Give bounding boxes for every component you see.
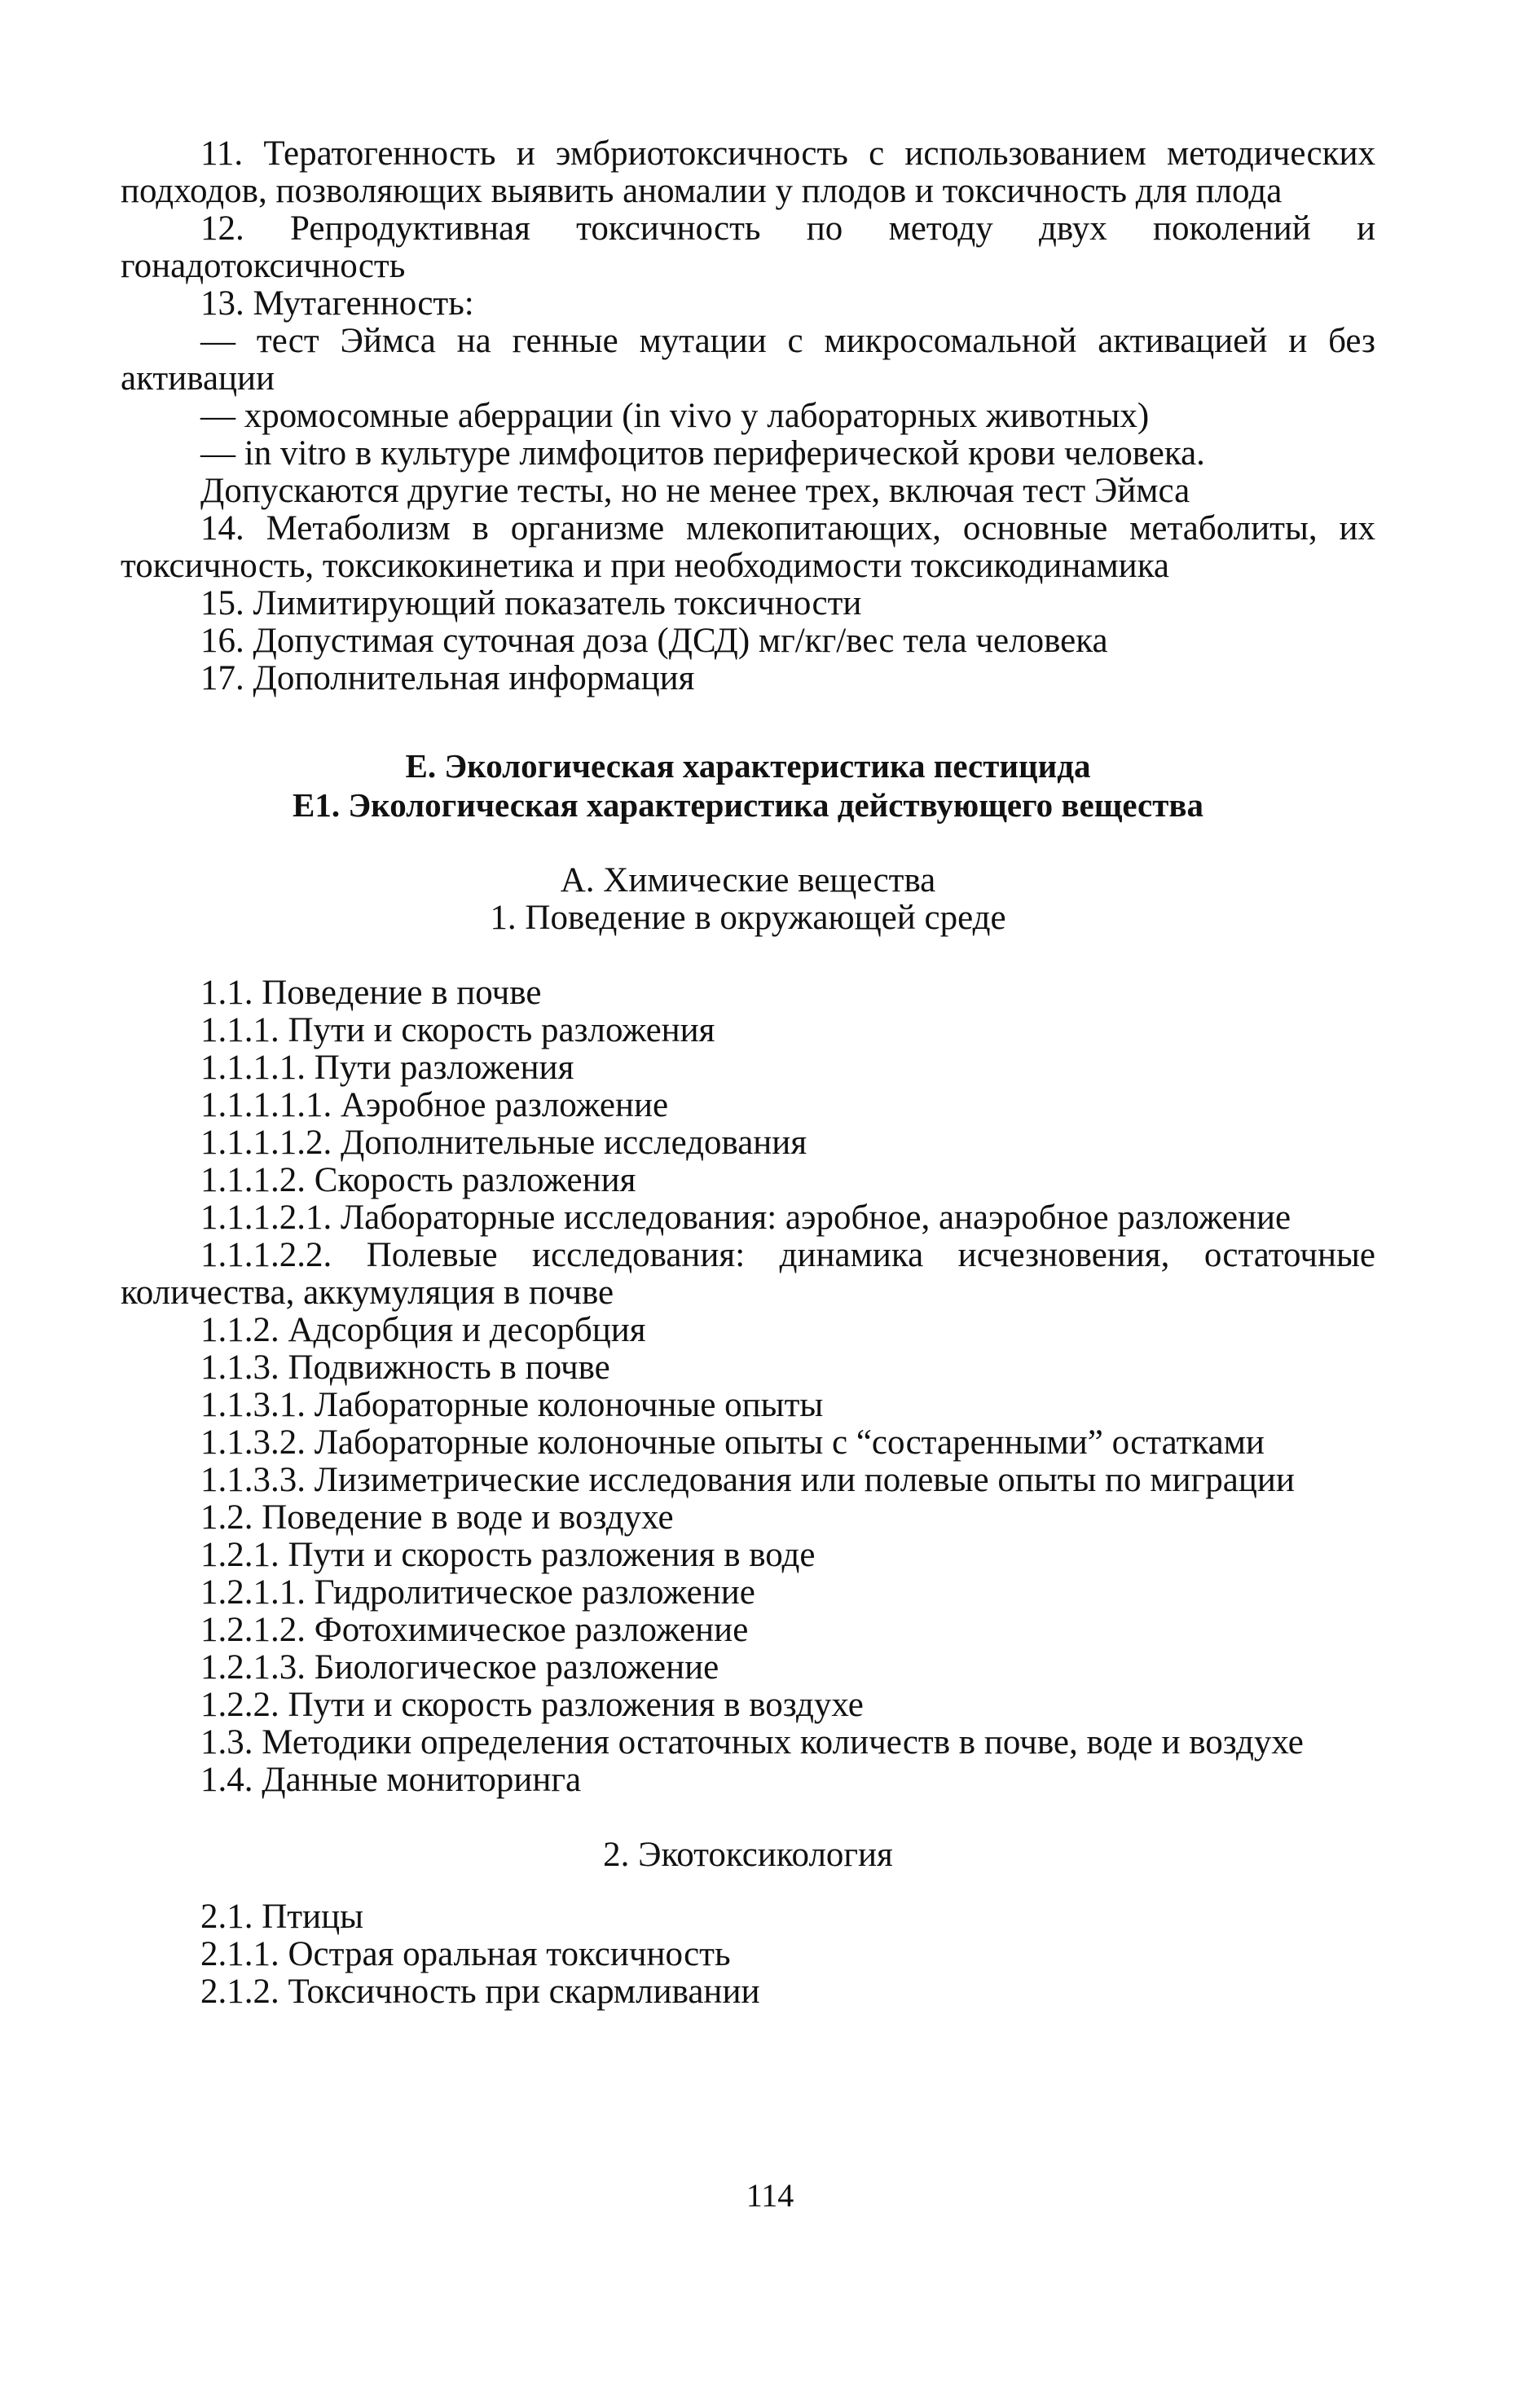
list-item: 1.1.1.2. Скорость разложения (200, 1161, 636, 1199)
list-item: 1.2.1.1. Гидролитическое разложение (200, 1573, 755, 1612)
list-item: 1.2.1. Пути и скорость разложения в воде (200, 1536, 816, 1574)
list-item: 1.1.2. Адсорбция и десорбция (200, 1311, 646, 1349)
list-item: 1.4. Данные мониторинга (200, 1761, 582, 1799)
document-page (121, 135, 1375, 2011)
paragraph: 13. Мутагенность: (200, 284, 474, 323)
heading-e: Е. Экологическая характеристика пестицида (405, 747, 1091, 785)
list-item: 1.1.1.2.1. Лабораторные исследования: аэробное, анаэробное разложение (200, 1199, 1291, 1237)
list-item: 1.1.1.1. Пути разложения (200, 1049, 574, 1087)
list-item: 1.1.3. Подвижность в почве (200, 1348, 610, 1387)
list-item: 1.2.2. Пути и скорость разложения в воздухе (200, 1686, 864, 1724)
paragraph: — in vitro в культуре лимфоцитов периферической крови человека. (200, 434, 1205, 473)
paragraph: 12. Репродуктивная токсичность по методу двух поколений и гонадотоксичность (121, 209, 1375, 285)
list-item: 2.1. Птицы (200, 1898, 364, 1936)
list-item: 1.2.1.3. Биологическое разложение (200, 1648, 719, 1687)
paragraph: 14. Метаболизм в организме млекопитающих, основные метаболиты, их токсичность, токсикокинетика и при необходимости токсикодинамика (121, 509, 1375, 585)
paragraph: — хромосомные аберрации (in vivo у лабораторных животных) (200, 397, 1150, 435)
paragraph: — тест Эймса на генные мутации с микросомальной активацией и без активации (121, 322, 1375, 398)
list-item: 1.1.3.1. Лабораторные колоночные опыты (200, 1386, 824, 1424)
subheading-block (121, 862, 1375, 937)
list-item: 1.1.1. Пути и скорость разложения (200, 1011, 715, 1049)
paragraph: Допускаются другие тесты, но не менее трех, включая тест Эймса (200, 472, 1190, 510)
section-title-ecotox: 2. Экотоксикология (603, 1836, 893, 1874)
list-item: 2.1.2. Токсичность при скармливании (200, 1973, 760, 2011)
subheading-1: 1. Поведение в окружающей среде (490, 899, 1006, 937)
page-number: 114 (746, 2177, 794, 2214)
list-item: 1.1.1.1.2. Дополнительные исследования (200, 1124, 807, 1162)
list-item: 2.1.1. Острая оральная токсичность (200, 1935, 731, 1973)
paragraph: 15. Лимитирующий показатель токсичности (200, 584, 862, 622)
list-item: 1.1.3.2. Лабораторные колоночные опыты с “состаренными” остатками (200, 1423, 1265, 1462)
paragraph: 11. Тератогенность и эмбриотоксичность с использованием методических подходов, позволяющих выявить аномалии у плодов и токсичность для плода (121, 134, 1375, 210)
subheading-a: А. Химические вещества (560, 861, 936, 900)
list-item: 1.1.3.3. Лизиметрические исследования или полевые опыты по миграции (200, 1461, 1295, 1499)
paragraph: 16. Допустимая суточная доза (ДСД) мг/кг/вес тела человека (200, 622, 1108, 660)
paragraph: 17. Дополнительная информация (200, 659, 695, 697)
section-heading (121, 746, 1375, 825)
list-item: 1.2. Поведение в воде и воздухе (200, 1498, 674, 1537)
heading-e1: Е1. Экологическая характеристика действующего вещества (292, 786, 1203, 824)
list-item: 1.1. Поведение в почве (200, 974, 542, 1012)
list-item: 1.1.1.2.2. Полевые исследования: динамика исчезновения, остаточные количества, аккумуляция в почве (121, 1236, 1375, 1312)
list-item: 1.3. Методики определения остаточных количеств в почве, воде и воздухе (200, 1723, 1304, 1762)
list-ecotox (121, 1898, 1375, 2011)
list-item: 1.2.1.2. Фотохимическое разложение (200, 1611, 749, 1649)
intro-block (121, 135, 1375, 697)
list-item: 1.1.1.1.1. Аэробное разложение (200, 1086, 669, 1124)
list-behavior (121, 974, 1375, 1799)
